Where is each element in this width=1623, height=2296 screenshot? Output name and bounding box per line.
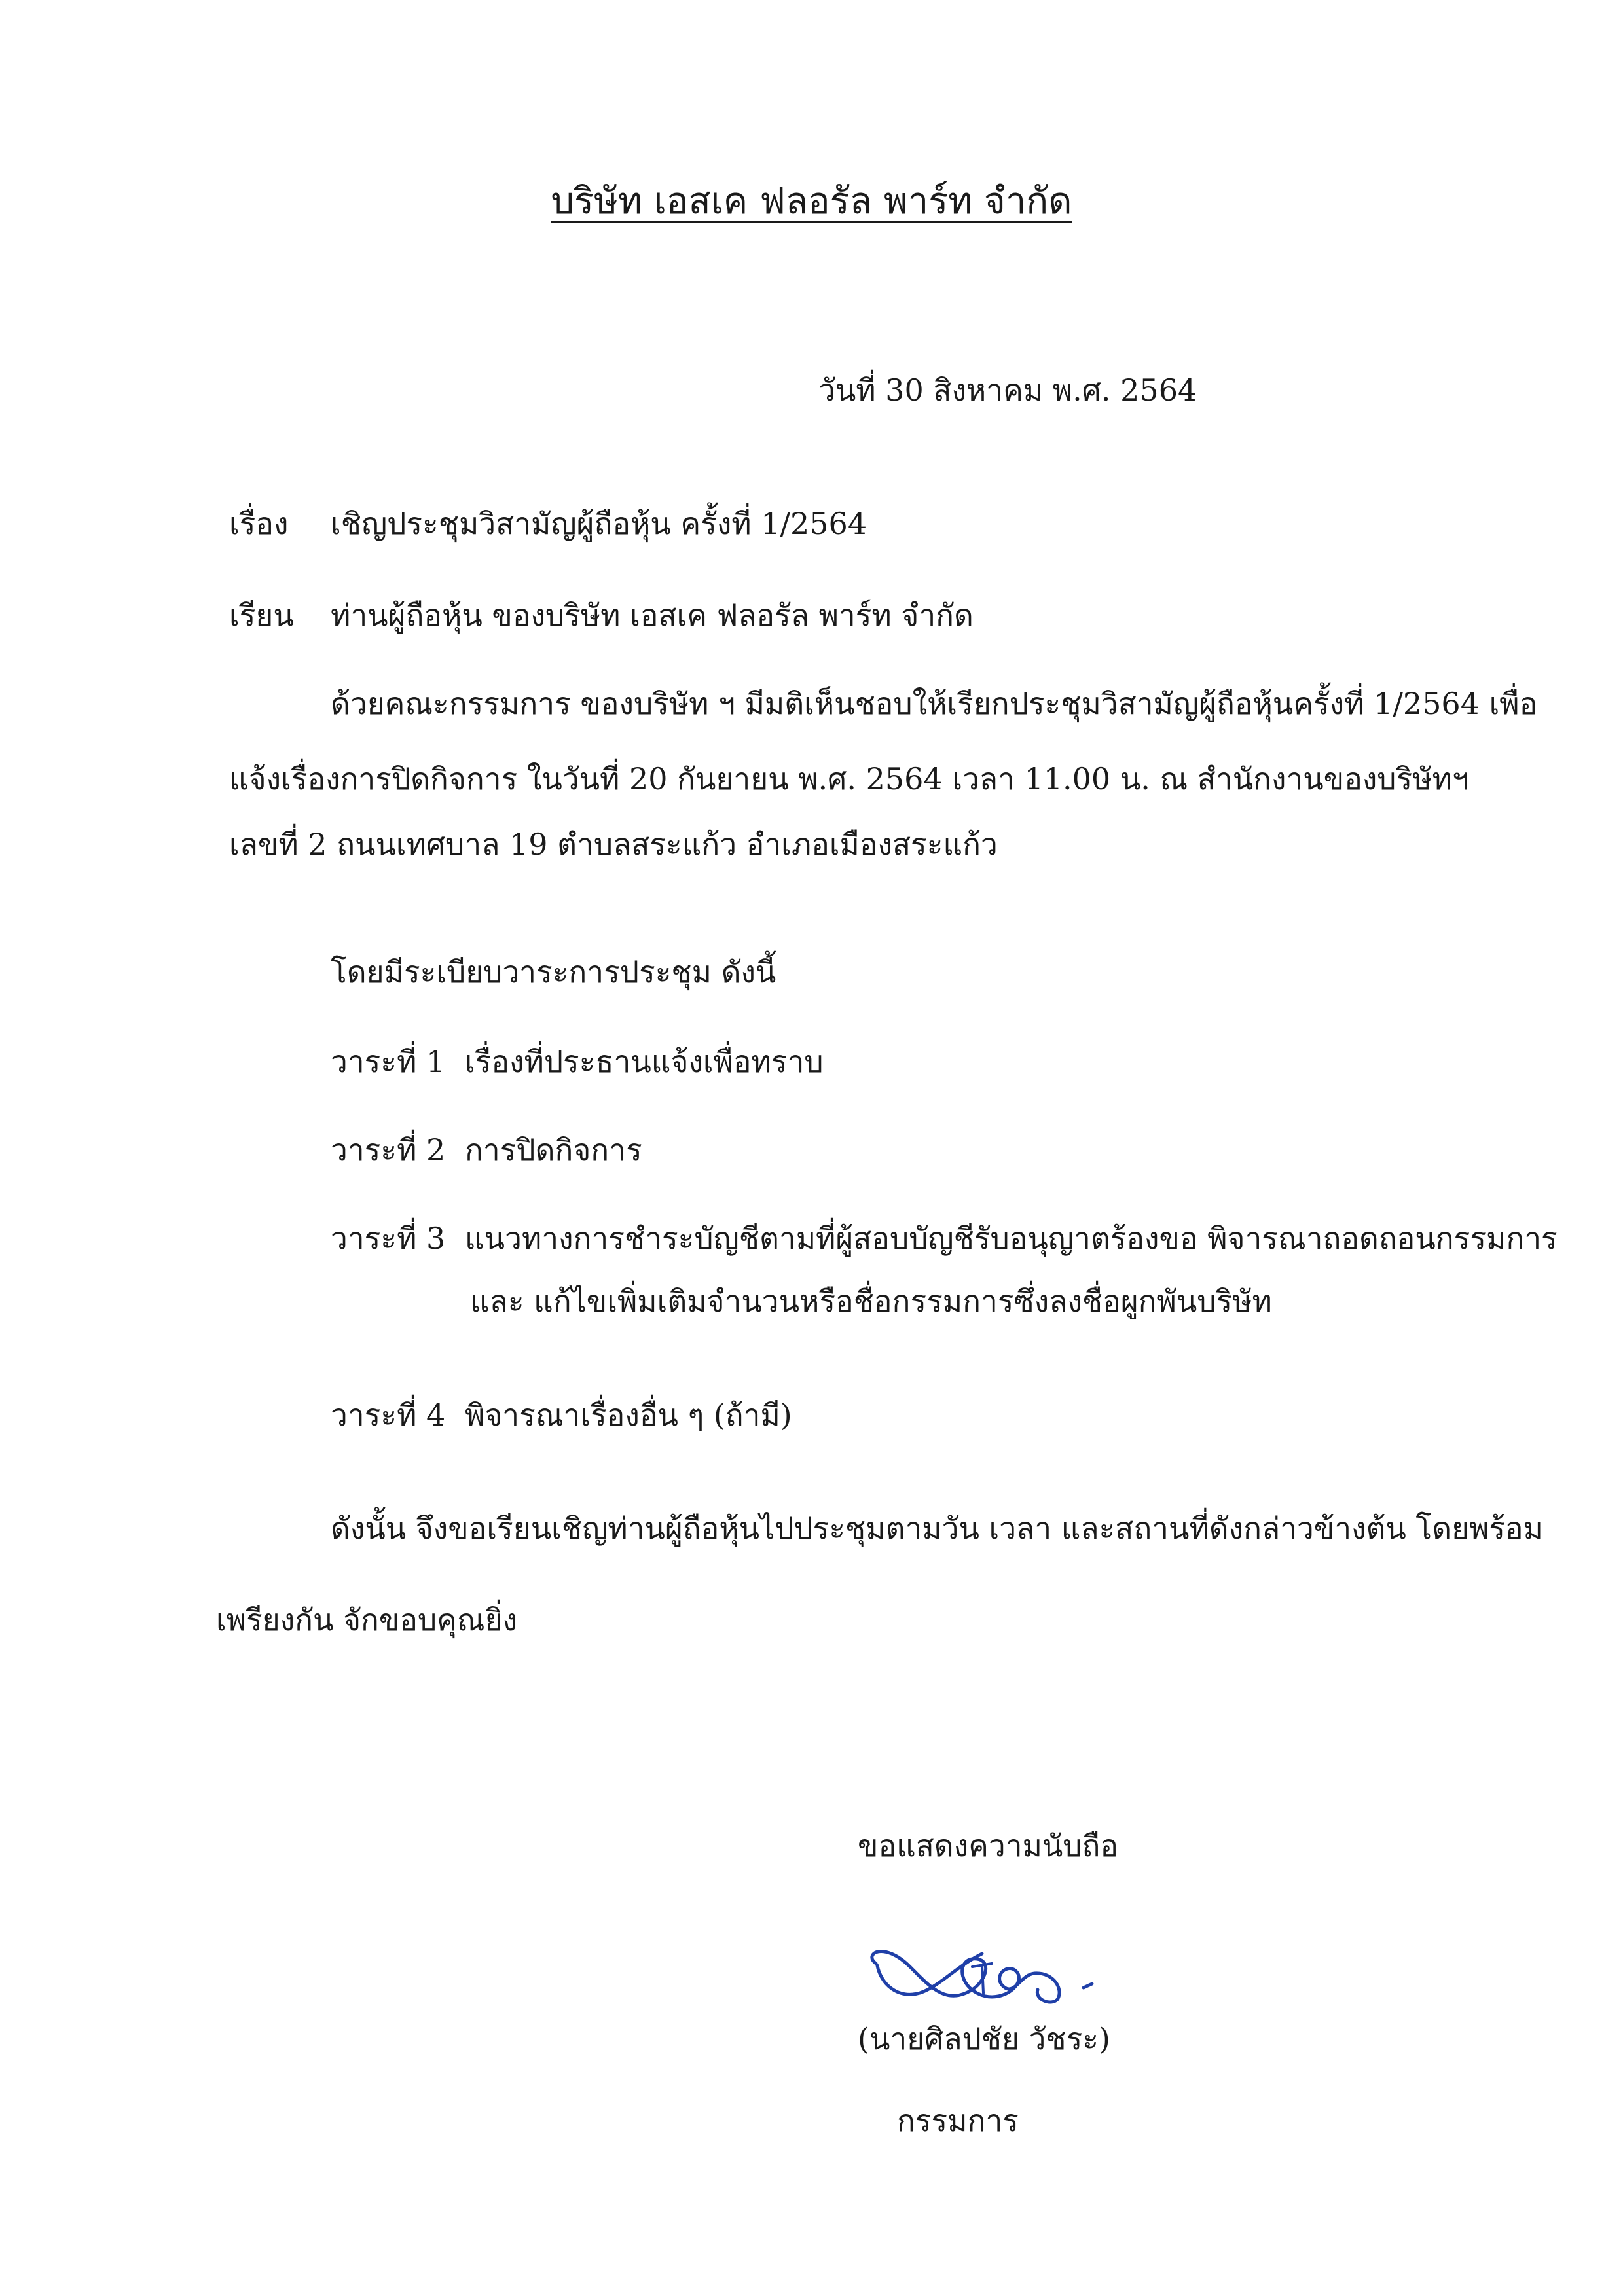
agenda-text: เรื่องที่ประธานแจ้งเพื่อทราบ <box>465 1044 824 1079</box>
body-line: ด้วยคณะกรรมการ ของบริษัท ฯ มีมติเห็นชอบให้เรียกประชุมวิสามัญผู้ถือหุ้นครั้งที่ 1/2564 เพื่อ <box>331 686 1538 721</box>
subject-text: เชิญประชุมวิสามัญผู้ถือหุ้น ครั้งที่ 1/2564 <box>331 506 867 541</box>
agenda-intro: โดยมีระเบียบวาระการประชุม ดังนี้ <box>331 954 776 990</box>
subject-label: เรื่อง <box>229 506 289 541</box>
recipient-label: เรียน <box>229 598 294 633</box>
regards-text: ขอแสดงความนับถือ <box>858 1828 1119 1863</box>
agenda-number: วาระที่ 2 <box>331 1132 446 1168</box>
recipient-text: ท่านผู้ถือหุ้น ของบริษัท เอสเค ฟลอรัล พาร์ท จำกัด <box>331 598 974 633</box>
agenda-text: พิจารณาเรื่องอื่น ๆ (ถ้ามี) <box>465 1397 792 1433</box>
agenda-number: วาระที่ 1 <box>331 1044 446 1079</box>
agenda-text-continuation: และ แก้ไขเพิ่มเติมจำนวนหรือชื่อกรรมการซึ่งลงชื่อผูกพันบริษัท <box>470 1283 1272 1319</box>
document-date: วันที่ 30 สิงหาคม พ.ศ. 2564 <box>818 372 1197 408</box>
body-line: แจ้งเรื่องการปิดกิจการ ในวันที่ 20 กันยายน พ.ศ. 2564 เวลา 11.00 น. ณ สำนักงานของบริษัทฯ <box>229 761 1469 797</box>
agenda-text: แนวทางการชำระบัญชีตามที่ผู้สอบบัญชีรับอนุญาตร้องขอ พิจารณาถอดถอนกรรมการ <box>465 1221 1558 1256</box>
closing-line: ดังนั้น จึงขอเรียนเชิญท่านผู้ถือหุ้นไปประชุมตามวัน เวลา และสถานที่ดังกล่าวข้างต้น โดยพร้อม <box>331 1511 1543 1546</box>
signer-name: (นายศิลปชัย วัชระ) <box>858 2021 1110 2056</box>
agenda-number: วาระที่ 3 <box>331 1221 446 1256</box>
agenda-number: วาระที่ 4 <box>331 1397 446 1433</box>
handwritten-signature <box>858 1928 1133 2026</box>
signer-title: กรรมการ <box>897 2103 1019 2138</box>
closing-line: เพรียงกัน จักขอบคุณยิ่ง <box>216 1602 518 1638</box>
document-title: บริษัท เอสเค ฟลอรัล พาร์ท จำกัด <box>551 180 1072 223</box>
body-line: เลขที่ 2 ถนนเทศบาล 19 ตำบลสระแก้ว อำเภอเมืองสระแก้ว <box>229 827 998 862</box>
agenda-text: การปิดกิจการ <box>465 1132 642 1168</box>
